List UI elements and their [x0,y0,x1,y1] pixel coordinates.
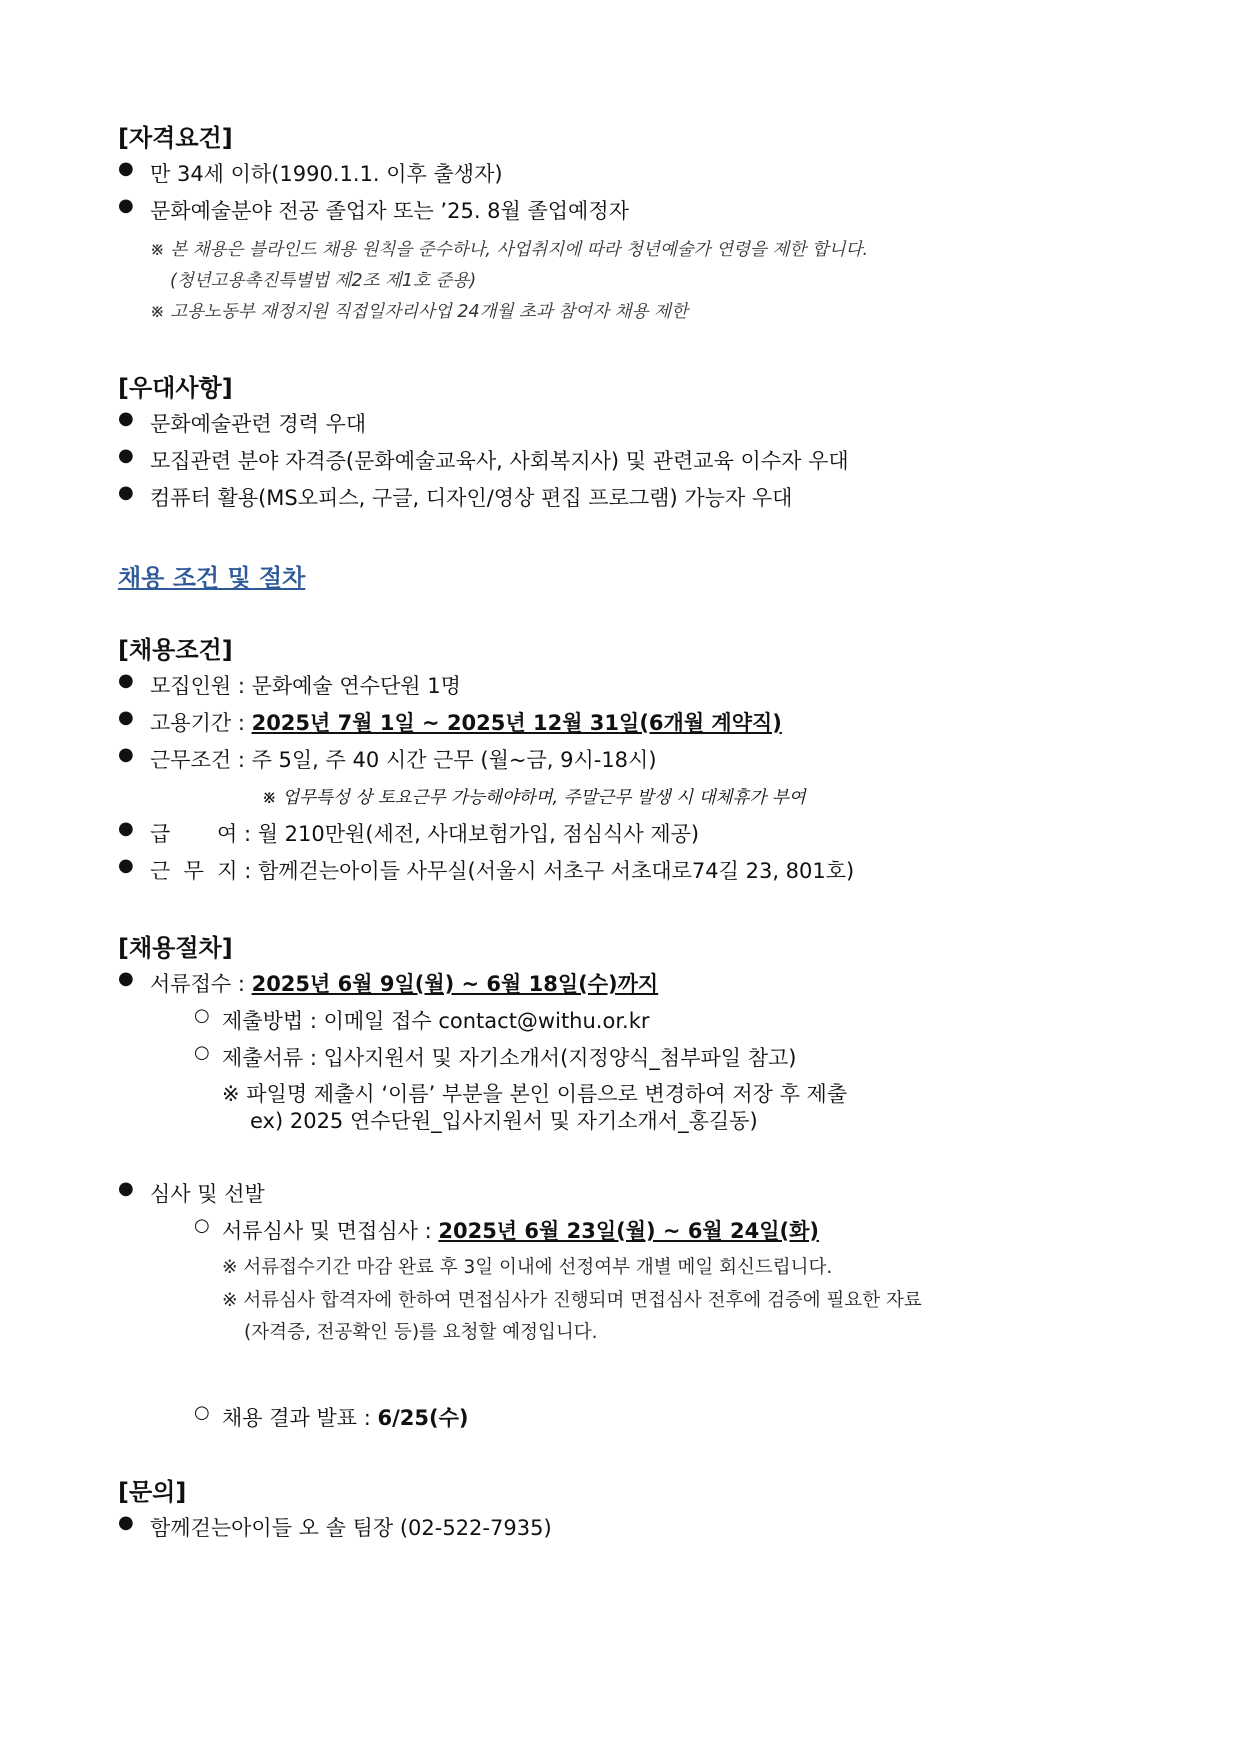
bullet-icon: ● [118,482,134,503]
bullet-icon: ● [118,158,134,179]
note: ※ 서류접수기간 마감 완료 후 3일 이내에 선정여부 개별 메일 회신드립니다. [222,1257,833,1278]
result-date: 6/25(수) [377,1406,469,1430]
circle-bullet-icon: ○ [194,1215,210,1236]
note: (청년고용촉진특별법 제2조 제1호 준용) [170,271,477,291]
qualifications-heading: [자격요건] [118,124,233,152]
document-page: [자격요건] ● 만 34세 이하(1990.1.1. 이후 출생자) ● 문화예술분야 전공 졸업자 또는 ’25. 8월 졸업예정자 ※ 본 채용은 블라인드 채용 원칙을 준수하나, 사업취지에 따라 청년예술가 연령을 제한 합니다. (청년고용촉진특별법 제2조 제1호 준용) ※ 고용노동부 재정지원 직접일자리사업 24개월 초과 참여자 채용 제한 [우대사항] ● 문화예술관련 경력 우대 ● 모집관련 분야 자격증(문화예술교육사, 사회복지사) 및 관련교육 이수자 우대 ● 컴퓨터 활용(MS오피스, 구글, 디자인/영상 편집 프로그램) 가능자 우대 채용 조건 및 절차 [채용조건] ● 모집인원 : 문화예술 연수단원 1명 ● 고용기간 : 2025년 7월 1일 ~ 2025년 12월 31일(6개월 계약직) ● 근무조건 : 주 5일, 주 40 시간 근무 (월~금, 9시-18시) ※ 업무특성 상 토요근무 가능해야하며, 주말근무 발생 시 대체휴가 부여 ● 급 여 : 월 210만원(세전, 사대보험가입, 점심식사 제공) ● 근 무 지 : 함께걷는아이들 사무실(서울시 서초구 서초대로74길 23, 801호) [채용절차] ● 서류접수 : 2025년 6월 9일(월) ~ 6월 18일(수)까지 ○ 제출방법 : 이메일 접수 contact@withu.or.kr ○ 제출서류 : 입사지원서 및 자기소개서(지정양식_첨부파일 참고) ※ 파일명 제출시 ‘이름’ 부분을 본인 이름으로 변경하여 저장 후 제출 ex) 2025 연수단원_입사지원서 및 자기소개서_홍길동) ● 심사 및 선발 ○ 서류심사 및 면접심사 : 2025년 6월 23일(월) ~ 6월 24일(화) ※ 서류접수기간 마감 완료 후 3일 이내에 선정여부 개별 메일 회신드립니다. ※ 서류심사 합격자에 한하여 면접심사가 진행되며 면접심사 전후에 검증에 필요한 자료 (자격증, 전공확인 등)를 요청할 예정입니다. ○ 채용 결과 발표 : 6/25(수) [문의] ● 함께걷는아이들 오 솔 팀장 (02-522-7935) [0,0,1242,1756]
circle-bullet-icon: ○ [194,1005,210,1026]
note: ※ 서류심사 합격자에 한하여 면접심사가 진행되며 면접심사 전후에 검증에 필요한 자료 [222,1290,922,1311]
bullet-icon: ● [118,855,134,876]
interview-period: 2025년 6월 23일(월) ~ 6월 24일(화) [438,1219,820,1243]
application-period: 2025년 6월 9일(월) ~ 6월 18일(수)까지 [251,972,659,996]
bullet-icon: ● [118,445,134,466]
bullet-icon: ● [118,1512,134,1533]
bullet-icon: ● [118,968,134,989]
note: ※ 업무특성 상 토요근무 가능해야하며, 주말근무 발생 시 대체휴가 부여 [262,788,806,808]
bullet-icon: ● [118,195,134,216]
note: ※ 본 채용은 블라인드 채용 원칙을 준수하나, 사업취지에 따라 청년예술가 연령을 제한 합니다. [150,240,869,260]
bullet-icon: ● [118,670,134,691]
circle-bullet-icon: ○ [194,1042,210,1063]
note: ex) 2025 연수단원_입사지원서 및 자기소개서_홍길동) [250,1109,758,1133]
bullet-icon: ● [118,408,134,429]
section-title-link[interactable]: 채용 조건 및 절차 [118,564,306,592]
note: ※ 파일명 제출시 ‘이름’ 부분을 본인 이름으로 변경하여 저장 후 제출 [222,1082,848,1106]
note: ※ 고용노동부 재정지원 직접일자리사업 24개월 초과 참여자 채용 제한 [150,302,688,322]
procedure-heading: [채용절차] [118,934,233,962]
preferences-heading: [우대사항] [118,374,233,402]
bullet-icon: ● [118,818,134,839]
contact-heading: [문의] [118,1478,187,1506]
note: (자격증, 전공확인 등)를 요청할 예정입니다. [244,1322,598,1343]
bullet-icon: ● [118,1178,134,1199]
employment-period: 2025년 7월 1일 ~ 2025년 12월 31일(6개월 계약직) [251,711,782,735]
conditions-heading: [채용조건] [118,636,233,664]
bullet-icon: ● [118,744,134,765]
bullet-icon: ● [118,707,134,728]
circle-bullet-icon: ○ [194,1402,210,1423]
